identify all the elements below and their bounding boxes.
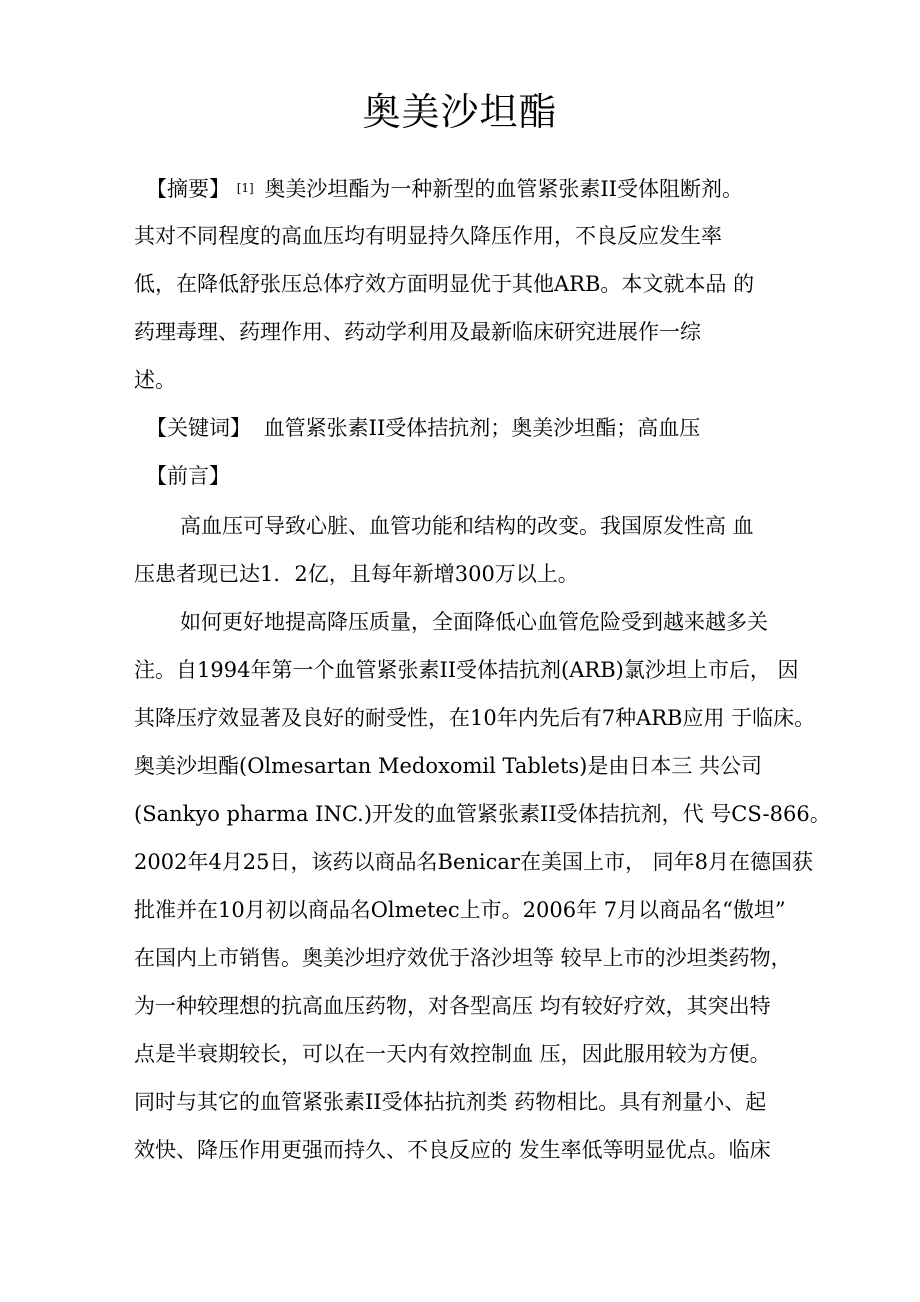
document-title: 奥美沙坦酯 (362, 90, 558, 134)
body-line: 批准并在10月初以商品名Olmetec上市。2006年 7月以商品名“傲坦” (134, 898, 786, 922)
body-line: 点是半衰期较长，可以在一天内有效控制血 压，因此服用较为方便。 (134, 1042, 771, 1066)
body-line: 2002年4月25日，该药以商品名Benicar在美国上市， 同年8月在德国获 (134, 850, 813, 874)
preface-heading: 【前言】 (146, 464, 230, 488)
abstract-line-5: 述。 (134, 368, 176, 392)
body-line: (Sankyo pharma INC.)开发的血管紧张素II受体拮抗剂，代 号CS-866。 (134, 802, 831, 826)
body-line: 为一种较理想的抗高血压药物，对各型高压 均有较好疗效，其突出特 (134, 994, 771, 1018)
body-line: 在国内上市销售。奥美沙坦疗效优于洛沙坦等 较早上市的沙坦类药物， (134, 946, 792, 970)
abstract-line-4: 药理毒理、药理作用、药动学利用及最新临床研究进展作一综 (134, 320, 701, 344)
abstract-text-1: 奥美沙坦酯为一种新型的血管紧张素II受体阻断剂。 (264, 177, 743, 201)
abstract-line-3: 低，在降低舒张压总体疗效方面明显优于其他ARB。本文就本品 的 (134, 272, 755, 296)
abstract-label: 【摘要】 (146, 177, 230, 201)
abstract-line-2: 其对不同程度的高血压均有明显持久降压作用，不良反应发生率 (134, 224, 722, 248)
body-line: 其降压疗效显著及良好的耐受性，在10年内先后有7种ARB应用 于临床。 (134, 706, 816, 730)
reference-marker: [1] (236, 181, 254, 195)
abstract-line-1 (146, 174, 743, 203)
body-line: 奥美沙坦酯(Olmesartan Medoxomil Tablets)是由日本三 共公司 (134, 754, 763, 778)
body-line: 如何更好地提高降压质量，全面降低心血管危险受到越来越多关 (180, 610, 768, 634)
body-line: 压患者现已达1．2亿，且每年新增300万以上。 (134, 562, 579, 586)
body-line: 注。自1994年第一个血管紧张素II受体拮抗剂(ARB)氯沙坦上市后， 因 (134, 658, 799, 682)
keywords-line (146, 414, 700, 442)
keywords-text: 血管紧张素II受体拮抗剂；奥美沙坦酯；高血压 (263, 416, 701, 440)
body-line: 高血压可导致心脏、血管功能和结构的改变。我国原发性高 血 (180, 514, 754, 538)
keywords-label: 【关键词】 (146, 416, 251, 440)
body-line: 效快、降压作用更强而持久、不良反应的 发生率低等明显优点。临床 (134, 1138, 771, 1162)
body-line: 同时与其它的血管紧张素II受体拈抗剂类 药物相比。具有剂量小、起 (134, 1090, 767, 1114)
